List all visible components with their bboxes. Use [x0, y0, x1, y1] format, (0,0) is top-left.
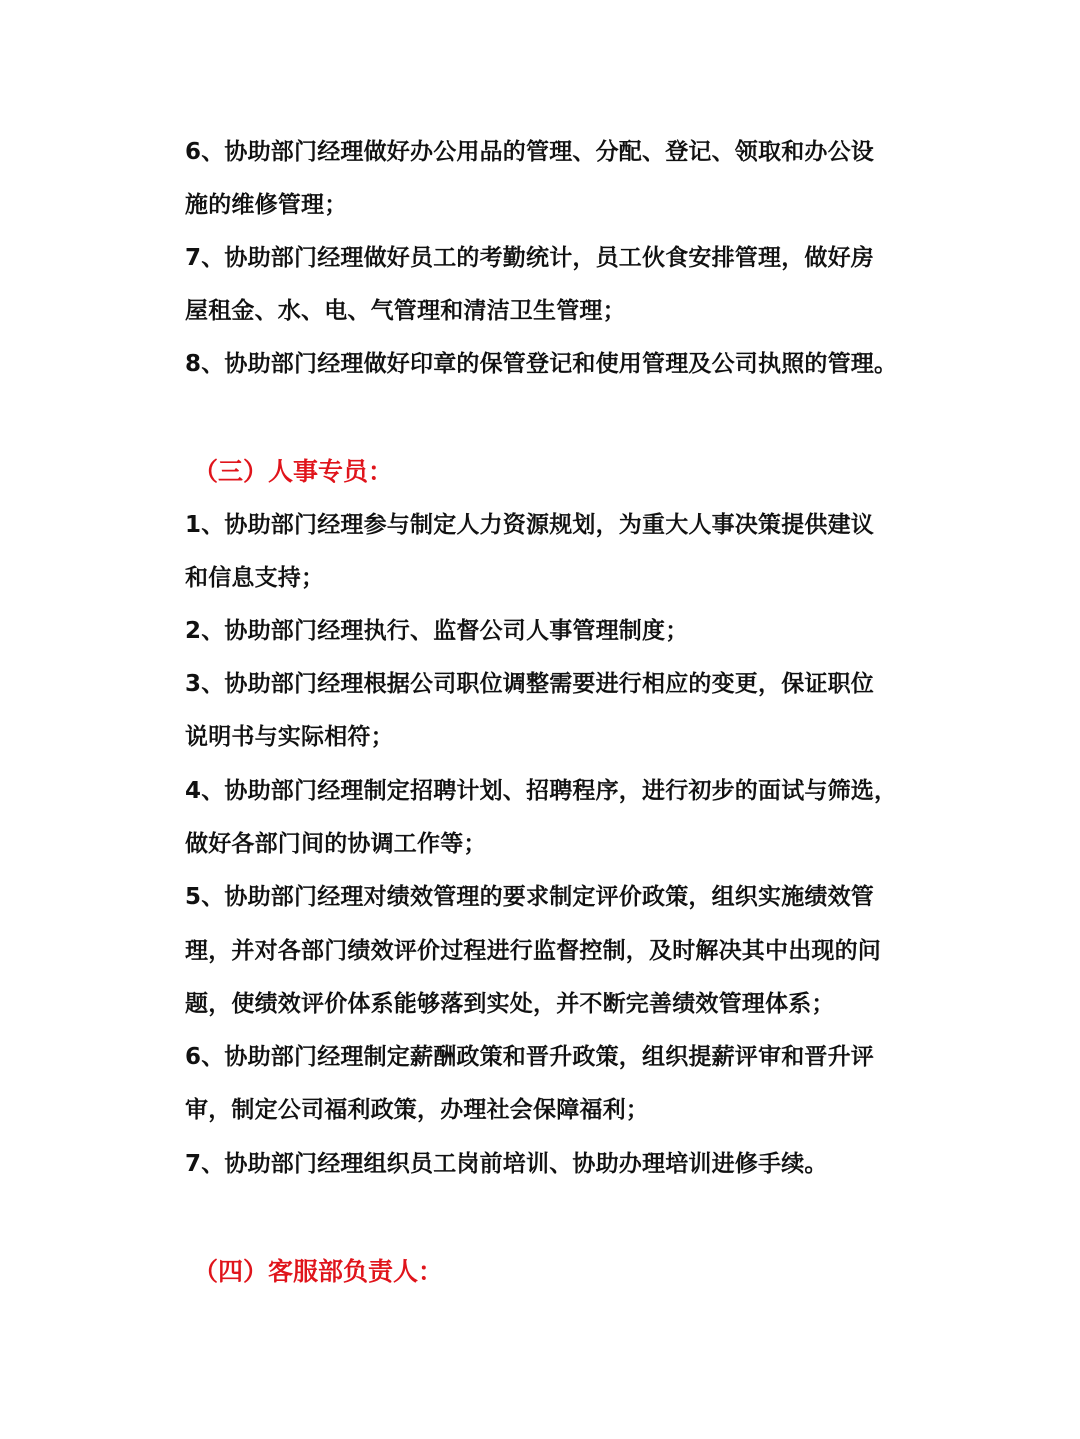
section3-item-1-line1: 1、协助部门经理参与制定人力资源规划，为重大人事决策提供建议: [185, 512, 875, 538]
section2-item-7-line1: 7、协助部门经理做好员工的考勤统计，员工伙食安排管理，做好房: [185, 245, 875, 271]
section3-item-5-line1: 5、协助部门经理对绩效管理的要求制定评价政策，组织实施绩效管: [185, 884, 875, 910]
section3-item-1-line2: 和信息支持；: [185, 565, 325, 591]
section3-item-3-line1: 3、协助部门经理根据公司职位调整需要进行相应的变更，保证职位: [185, 671, 875, 697]
section3-item-6-line1: 6、协助部门经理制定薪酬政策和晋升政策，组织提薪评审和晋升评: [185, 1044, 875, 1070]
section3-item-6-line2: 审，制定公司福利政策，办理社会保障福利；: [185, 1097, 649, 1123]
section3-item-7-line1: 7、协助部门经理组织员工岗前培训、协助办理培训进修手续。: [185, 1151, 828, 1177]
section3-item-4-line2: 做好各部门间的协调工作等；: [185, 831, 487, 857]
section3-item-4-line1: 4、协助部门经理制定招聘计划、招聘程序，进行初步的面试与筛选，: [185, 778, 898, 804]
section3-item-2-line1: 2、协助部门经理执行、监督公司人事管理制度；: [185, 618, 689, 644]
section2-item-6-line2: 施的维修管理；: [185, 192, 348, 218]
section3-heading: （三）人事专员：: [193, 457, 394, 486]
section3-item-5-line2: 理，并对各部门绩效评价过程进行监督控制，及时解决其中出现的问: [185, 938, 881, 964]
section4-heading: （四）客服部负责人：: [193, 1257, 444, 1286]
section3-item-5-line3: 题，使绩效评价体系能够落到实处，并不断完善绩效管理体系；: [185, 991, 835, 1017]
section3-item-3-line2: 说明书与实际相符；: [185, 724, 394, 750]
section2-item-8-line1: 8、协助部门经理做好印章的保管登记和使用管理及公司执照的管理。: [185, 351, 898, 377]
section2-item-7-line2: 屋租金、水、电、气管理和清洁卫生管理；: [185, 298, 626, 324]
section2-item-6-line1: 6、协助部门经理做好办公用品的管理、分配、登记、领取和办公设: [185, 139, 875, 165]
